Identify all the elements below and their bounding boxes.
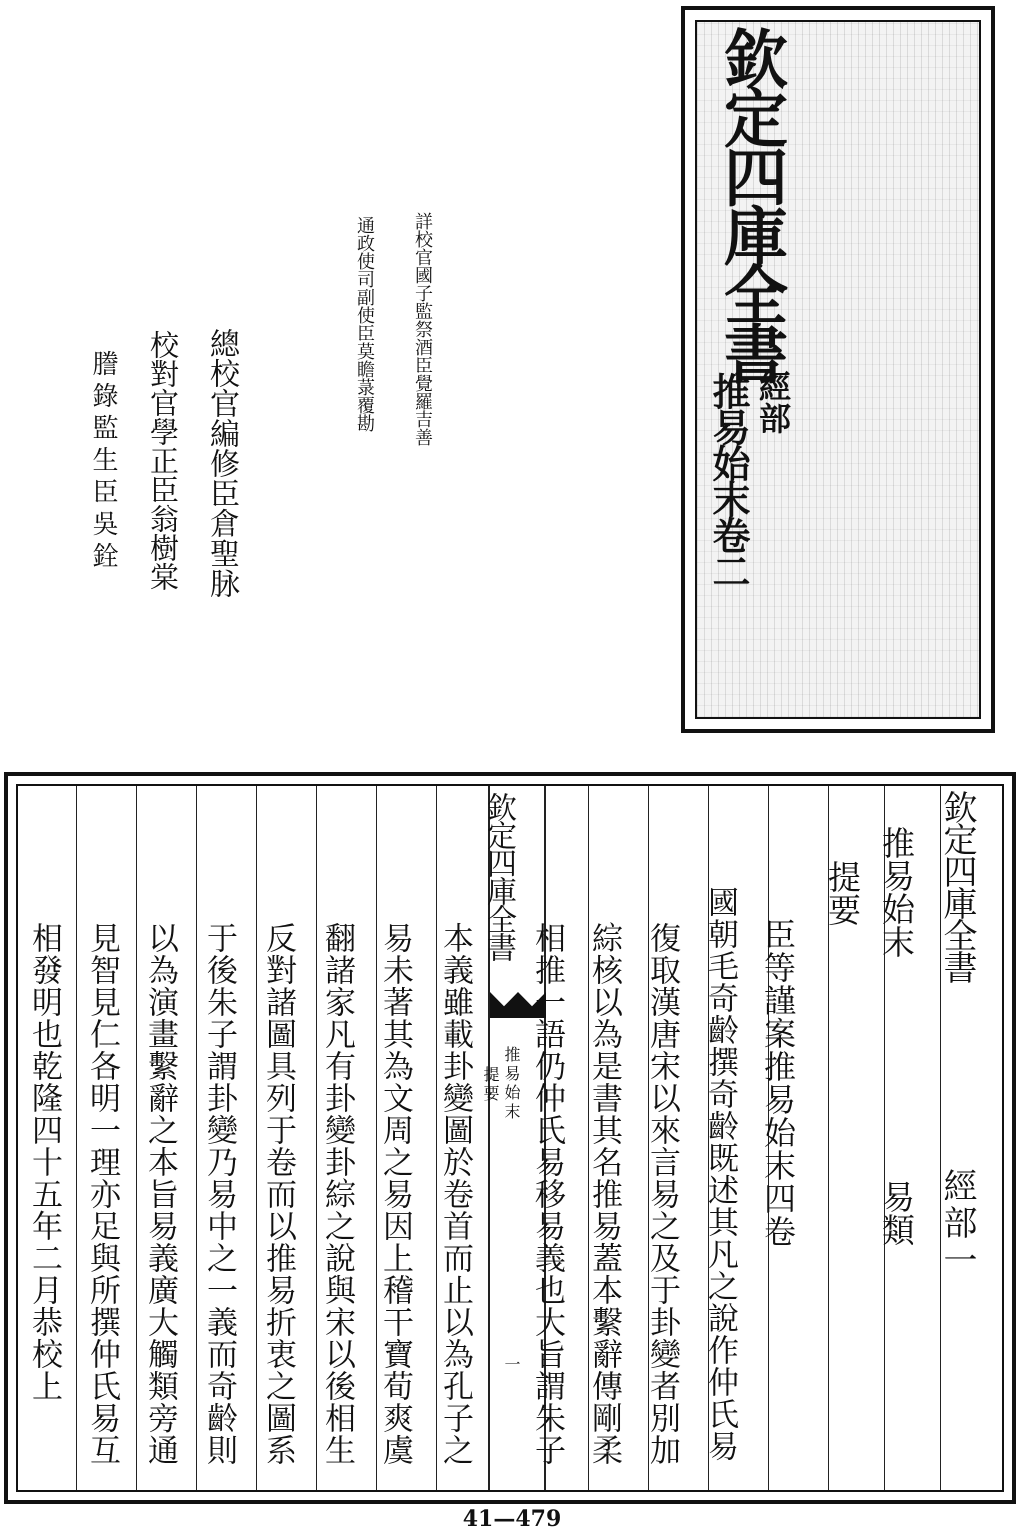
center-book-title: 推易始末 [502,1046,521,1122]
abstract-line-7: 翻諸家凡有卦變卦綜之說與宋以後相生 [319,922,355,1466]
editor-credit-2: 校對官學正臣翁樹棠 [146,330,180,591]
cover-section: 經部 [754,370,792,434]
cover-title: 欽定四庫全書 [713,26,788,380]
abstract-line-10: 以為演畫繫辭之本旨易義廣大觸類旁通 [142,922,178,1466]
category-label: 經部一 [937,1168,977,1279]
column-rule [316,786,317,1490]
column-rule [256,786,257,1490]
page-number: 41—479 [462,1506,562,1532]
abstract-line-6: 易未著其為文周之易因上稽干寶荀爽虞 [377,922,413,1466]
abstract-line-1: 國朝毛奇齡撰奇齡既述其凡之說作仲氏易 [702,886,738,1462]
abstract-line-12: 相發明也乾隆四十五年二月恭校上 [26,922,62,1402]
editor-credit-1: 總校官編修臣倉聖脉 [204,328,239,598]
page-header-title: 欽定四庫全書 [937,790,977,982]
abstract-line-9: 于後朱子謂卦變乃易中之一義而奇齡則 [201,922,237,1466]
column-rule [196,786,197,1490]
proofread-credit-2: 通政使司副使臣莫瞻菉覆勘 [354,216,375,432]
abstract-line-5: 本義雖載卦變圖於卷首而止以為孔子之 [437,922,473,1466]
abstract-line-8: 反對諸圖具列于卷而以推易折衷之圖系 [260,922,296,1466]
abstract-intro: 臣等謹案推易始末四卷 [759,918,797,1248]
center-section: 提要 [481,1066,500,1104]
abstract-line-4: 相推一語仍仲氏易移易義也大旨謂朱子 [529,922,565,1466]
column-rule [136,786,137,1490]
cover-volume: 推易始末卷二 [706,372,751,588]
proofread-credit-1: 詳校官國子監祭酒臣覺羅吉善 [412,212,433,446]
subcategory-label: 易類 [877,1180,916,1246]
section-heading: 提要 [823,860,862,926]
center-header: 欽定四庫全書 [481,792,516,960]
abstract-line-11: 見智見仁各明一理亦足與所撰仲氏易互 [84,922,120,1466]
column-rule [76,786,77,1490]
center-leaf-number: 一 [502,1356,521,1372]
abstract-line-2: 復取漢唐宋以來言易之及于卦變者別加 [644,922,680,1466]
editor-credit-3: 謄錄監生臣吳銓 [88,350,118,574]
abstract-line-3: 綜核以為是書其名推易蓋本繫辭傳剛柔 [586,922,622,1466]
book-title: 推易始末 [877,826,916,958]
